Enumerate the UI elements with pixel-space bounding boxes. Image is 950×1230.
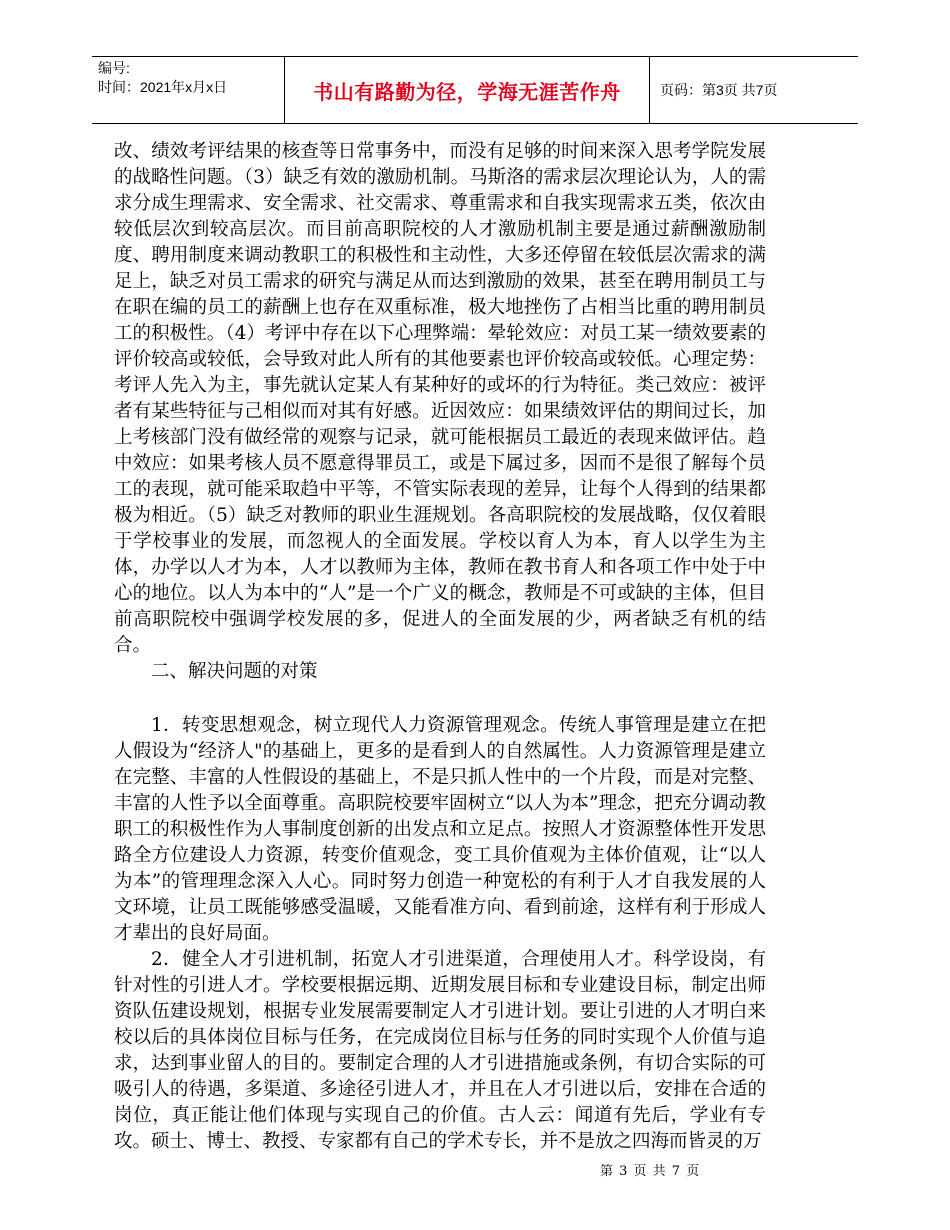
body-paragraph: 改、绩效考评结果的核查等日常事务中，而没有足够的时间来深入思考学院发展的战略性问题。（3）缺乏有效的激励机制。马斯洛的需求层次理论认为，人的需求分成生理需求、安全需求、社交需求、尊重需求和自我实现需求五类，依次由较低层次到较高层次。而目前高职院校的人才激励机制主要是通过薪酬激励制度、聘用制度来调动教职工的积极性和主动性，大多还停留在较低层次需求的满足上，缺乏对员工需求的研究与满足从而达到激励的效果，甚至在聘用制员工与在职在编的员工的薪酬上也存在双重标准，极大地挫伤了占相当比重的聘用制员工的积极性。（4）考评中存在以下心理弊端：晕轮效应：对员工某一绩效要素的评价较高或较低，会导致对此人所有的其他要素也评价较高或较低。心理定势：考评人先入为主，事先就认定某人有某种好的或坏的行为特征。类己效应：被评者有某些特征与己相似而对其有好感。近因效应：如果绩效评估的期间过长，加上考核部门没有做经常的观察与记录，就可能根据员工最近的表现来做评估。趋中效应：如果考核人员不愿意得罪员工，或是下属过多，因而不是很了解每个员工的表现，就可能采取趋中平等，不管实际表现的差异，让每个人得到的结果都极为相近。（5）缺乏对教师的职业生涯规划。各高职院校的发展战略，仅仅着眼于学校事业的发展，而忽视人的全面发展。学校以育人为本，育人以学生为主体，办学以人才为本，人才以教师为主体，教师在教书育人和各项工作中处于中心的地位。以人为本中的“人”是一个广义的概念，教师是不可或缺的主体，但目前高职院校中强调学校发展的多，促进人的全面发展的少，两者缺乏有机的结合。 [114, 141, 766, 656]
document-body [114, 139, 766, 1155]
header-motto: 书山有路勤为径，学海无涯苦作舟 [313, 79, 621, 104]
body-paragraph-strategy-2: 2．健全人才引进机制，拓宽人才引进渠道，合理使用人才。科学设岗，有针对性的引进人才。学校要根据远期、近期发展目标和专业建设目标，制定出师资队伍建设规划，根据专业发展需要制定人才引进计划。要让引进的人才明白来校以后的具体岗位目标与任务，在完成岗位目标与任务的同时实现个人价值与追求，达到事业留人的目的。要制定合理的人才引进措施或条例，有切合实际的可吸引人的待遇，多渠道、多途径引进人才，并且在人才引进以后，安排在合适的岗位，真正能让他们体现与实现自己的价值。古人云：闻道有先后，学业有专攻。硕士、博士、教授、专家都有自己的学术专长，并不是放之四海而皆灵的万 [114, 949, 766, 1152]
paragraph-gap [114, 685, 766, 713]
page-footer: 第 3 页 共 7 页 [600, 1164, 701, 1179]
document-number-label: 编号: [98, 60, 130, 76]
header-page-info: 页码：第3页 共7页 [660, 82, 778, 98]
document-date-label: 时间：2021年x月x日 [98, 79, 228, 95]
section-heading: 二、解决问题的对策 [151, 661, 318, 682]
header-info-cell [92, 57, 285, 123]
header-page-cell [650, 57, 858, 123]
page-header [92, 56, 858, 124]
body-paragraph-strategy-1: 1．转变思想观念，树立现代人力资源管理观念。传统人事管理是建立在把人假设为“经济人"的基础上，更多的是看到人的自然属性。人力资源管理是建立在完整、丰富的人性假设的基础上，不是只抓人性中的一个片段，而是对完整、丰富的人性予以全面尊重。高职院校要牢固树立“以人为本”理念，把充分调动教职工的积极性作为人事制度创新的出发点和立足点。按照人才资源整体性开发思路全方位建设人力资源，转变价值观念，变工具价值观为主体价值观，让“以人为本”的管理理念深入人心。同时努力创造一种宽松的有利于人才自我发展的人文环境，让员工既能够感受温暖，又能看准方向、看到前途，这样有利于形成人才辈出的良好局面。 [114, 715, 766, 944]
header-motto-cell [285, 57, 650, 123]
